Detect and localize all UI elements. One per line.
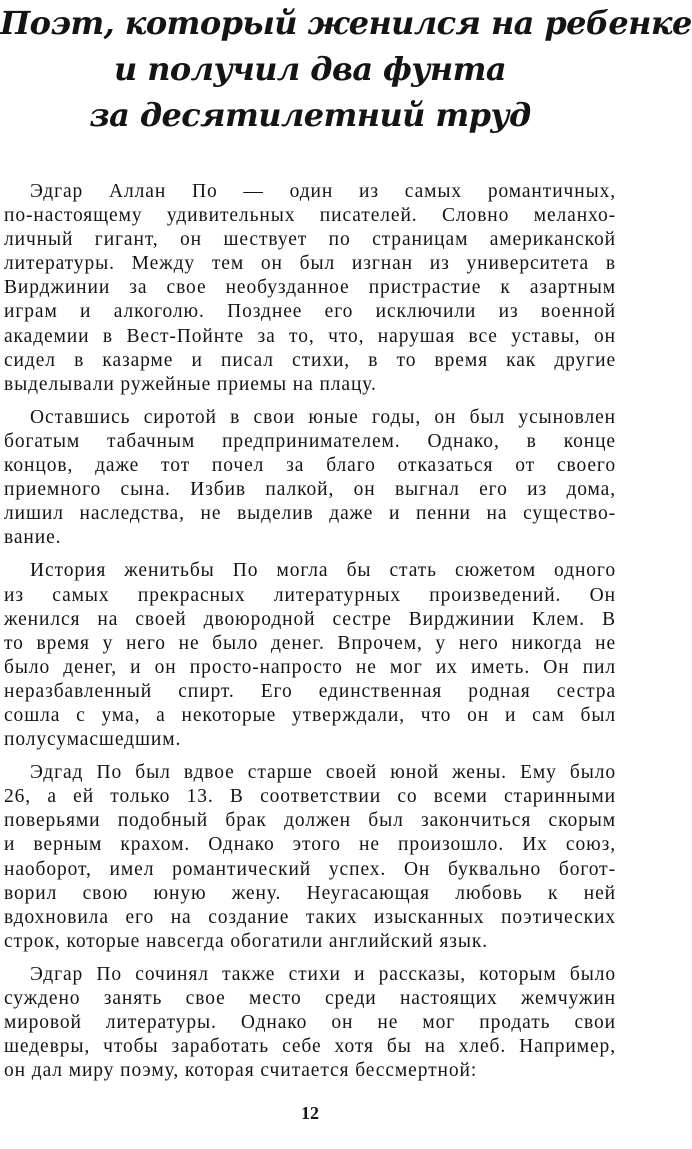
text-line: поверьями подобный брак должен был закончиться скорым [4, 810, 616, 832]
text-line: ворил свою юную жену. Неугасающая любовь к ней [4, 882, 616, 904]
text-line: личный гигант, он шествует по страницам американской [4, 229, 616, 251]
chapter-title-line: Поэт, который женился на ребенке [0, 4, 692, 42]
text-line: Эдгар Аллан По — один из самых романтичных, [30, 181, 616, 202]
text-line: История женитьбы По могла бы стать сюжетом одного [30, 560, 616, 582]
text-line: 26, а ей только 13. В соответствии со всеми старинными [4, 786, 616, 808]
chapter-title-line: за десятилетний труд [89, 96, 531, 134]
text-line: и верным крахом. Однако этого не произошло. Их союз, [4, 834, 616, 856]
chapter-title [0, 0, 692, 138]
text-line: полусумасшедшим. [4, 729, 182, 751]
text-line: Вирджинии за свое необузданное пристрастие к азартным [4, 277, 616, 299]
paragraph [4, 180, 616, 397]
paragraph [4, 963, 616, 1083]
text-line: вдохновила его на создание таких изысканных поэтических [4, 906, 616, 928]
text-line: приемного сына. Избив палкой, он выгнал его из дома, [4, 479, 616, 501]
paragraph [4, 761, 616, 954]
text-line: лишил наследства, не выделив даже и пенни на существо- [4, 503, 616, 525]
text-line: сошла с ума, а некоторые утверждали, что он и сам был [4, 704, 616, 726]
chapter-body [4, 180, 616, 1092]
page-number: 12 [301, 1103, 319, 1123]
text-line: он дал миру поэму, которая считается бессмертной: [4, 1060, 478, 1082]
text-line: неразбавленный спирт. Его единственная родная сестра [4, 680, 616, 702]
text-line: Оставшись сиротой в свои юные годы, он был усыновлен [30, 406, 616, 428]
text-line: Эдгад По был вдвое старше своей юной жены. Ему было [30, 762, 616, 784]
text-line: Эдгар По сочинял также стихи и рассказы, которым было [30, 963, 616, 985]
text-line: академии в Вест-Пойнте за то, что, нарушая все уставы, он [4, 325, 616, 347]
text-line: наоборот, имел романтический успех. Он буквально богот- [4, 858, 616, 880]
text-line: выделывали ружейные приемы на плацу. [4, 373, 377, 395]
paragraph [4, 406, 616, 551]
text-line: из самых прекрасных литературных произведений. Он [4, 584, 616, 606]
paragraph [4, 559, 616, 752]
text-line: то время у него не было денег. Впрочем, у него никогда не [4, 632, 616, 654]
chapter-title-line: и получил два фунта [114, 50, 506, 88]
text-line: мировой литературы. Однако он не мог продать свои [4, 1012, 616, 1034]
text-line: богатым табачным предпринимателем. Однако, в конце [4, 430, 616, 452]
text-line: шедевры, чтобы заработать себе хотя бы на хлеб. Например, [4, 1036, 616, 1058]
text-line: суждено занять свое место среди настоящих жемчужин [4, 988, 616, 1009]
text-line: строк, которые навсегда обогатили английский язык. [4, 930, 488, 952]
text-line: по-настоящему удивительных писателей. Словно меланхо- [4, 205, 616, 227]
text-line: играм и алкоголю. Позднее его исключили из военной [4, 301, 616, 323]
text-line: литературы. Между тем он был изгнан из университета в [4, 253, 616, 275]
text-line: вание. [4, 527, 62, 549]
text-line: концов, даже тот почел за благо отказаться от своего [4, 455, 616, 477]
text-line: сидел в казарме и писал стихи, в то время как другие [4, 349, 616, 371]
text-line: женился на своей двоюродной сестре Вирджинии Клем. В [4, 608, 616, 630]
text-line: было денег, и он просто-напросто не мог их иметь. Он пил [4, 656, 616, 678]
